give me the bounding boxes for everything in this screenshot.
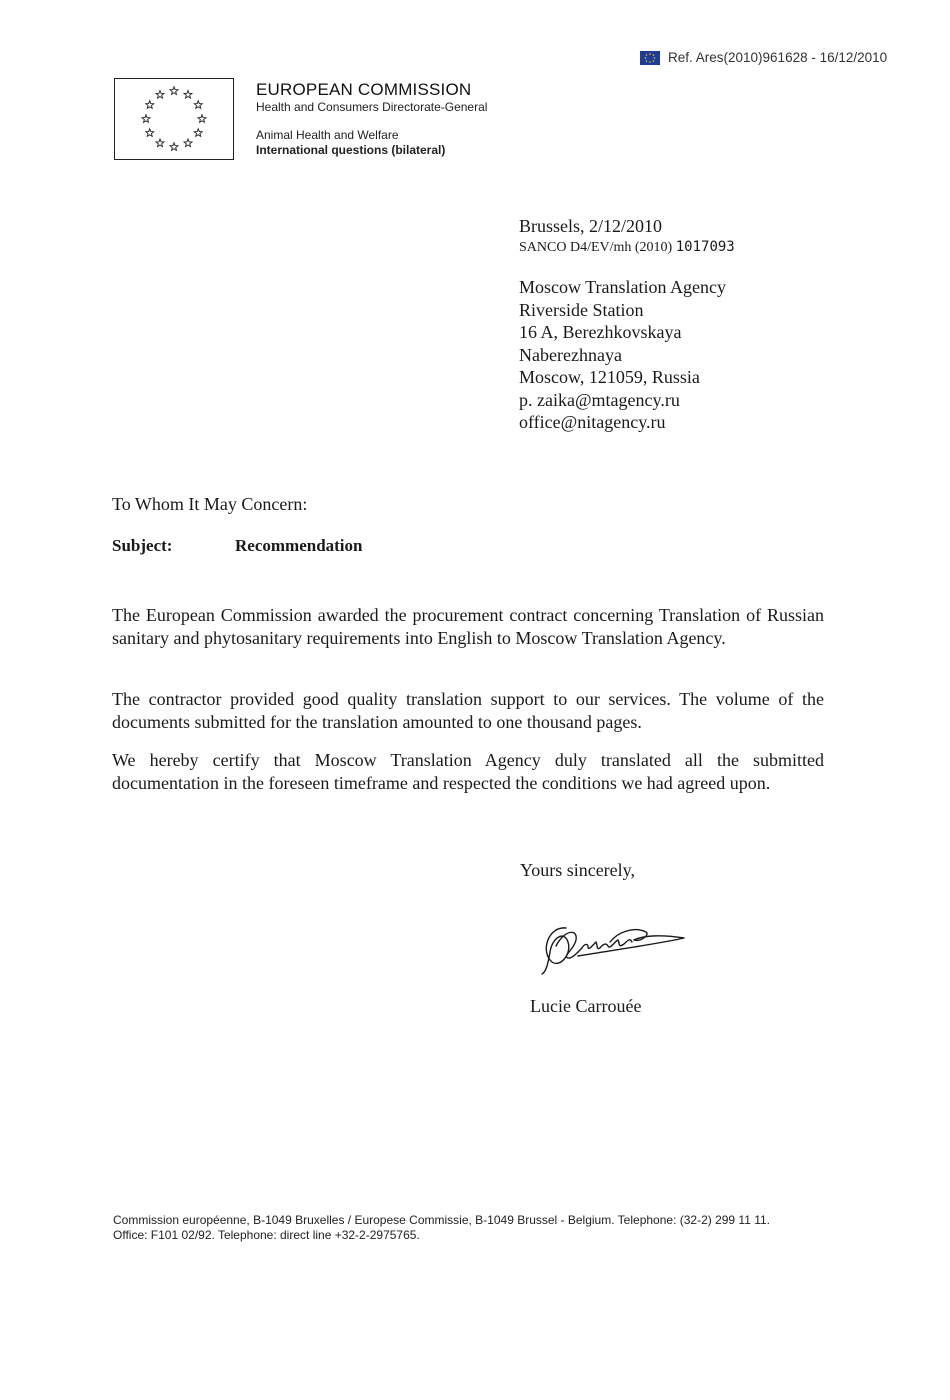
footer (113, 1213, 770, 1243)
signatory-name: Lucie Carrouée (530, 996, 642, 1016)
eu-star-icon (194, 129, 202, 137)
eu-star-icon (156, 139, 164, 147)
subject-text: Recommendation (235, 536, 363, 555)
date-reference-block (519, 215, 735, 258)
directorate-name: Health and Consumers Directorate-General (256, 100, 488, 114)
eu-star-icon (170, 143, 178, 151)
unit-name: Animal Health and Welfare (256, 128, 399, 142)
subject-label: Subject: (112, 536, 173, 555)
eu-star-icon (198, 115, 206, 123)
address-line: 16 A, Berezhkovskaya (519, 322, 682, 342)
eu-star-icon (184, 139, 192, 147)
address-line: Naberezhnaya (519, 344, 622, 365)
sector-name: International questions (bilateral) (256, 143, 446, 157)
eu-star-icon (142, 115, 150, 123)
letterhead (256, 80, 487, 158)
eu-star-icon (146, 129, 154, 137)
eu-stars-icon (115, 79, 233, 159)
eu-star-icon (170, 87, 178, 95)
organization-name: EUROPEAN COMMISSION (256, 80, 472, 99)
subject-line (112, 536, 362, 556)
footer-office: Office: F101 02/92. Telephone: direct line +32-2-2975765. (113, 1228, 420, 1242)
closing: Yours sincerely, (520, 860, 635, 880)
letter-reference (519, 237, 735, 258)
address-line: Moscow, 121059, Russia (519, 367, 700, 387)
recipient-email: p. zaika@mtagency.ru (519, 389, 680, 410)
eu-star-icon (194, 101, 202, 109)
eu-star-icon (156, 91, 164, 99)
reference-prefix: SANCO D4/EV/mh (2010) (519, 240, 673, 255)
handwritten-signature (538, 912, 688, 982)
salutation: To Whom It May Concern: (112, 494, 308, 514)
reference-number: 1017093 (675, 239, 735, 255)
footer-address: Commission européenne, B-1049 Bruxelles / Europese Commissie, B-1049 Brussel - Belgium. Telephone: (32-2) 299 11 11. (113, 1213, 771, 1227)
eu-star-icon (184, 91, 192, 99)
address-line: Moscow Translation Agency (519, 277, 726, 297)
ares-reference-text: Ref. Ares(2010)961628 - 16/12/2010 (668, 50, 888, 65)
address-line: Riverside Station (519, 299, 644, 320)
recipient-email: office@nitagency.ru (519, 412, 666, 432)
body-paragraph: We hereby certify that Moscow Translation Agency duly translated all the submitted documentation in the foreseen timeframe and respected the conditions we had agreed upon. (112, 750, 824, 793)
eu-star-icon (146, 101, 154, 109)
recipient-address (519, 276, 726, 434)
eu-flag-icon (640, 51, 660, 65)
eu-emblem-logo (114, 78, 234, 160)
body-paragraph: The European Commission awarded the procurement contract concerning Translation of Russian sanitary and phytosanitary requirements into English to Moscow Translation Agency. (112, 605, 824, 648)
body-paragraph: The contractor provided good quality translation support to our services. The volume of the documents submitted for the translation amounted to one thousand pages. (112, 689, 824, 732)
place-date: Brussels, 2/12/2010 (519, 216, 663, 236)
ares-reference (640, 50, 887, 65)
